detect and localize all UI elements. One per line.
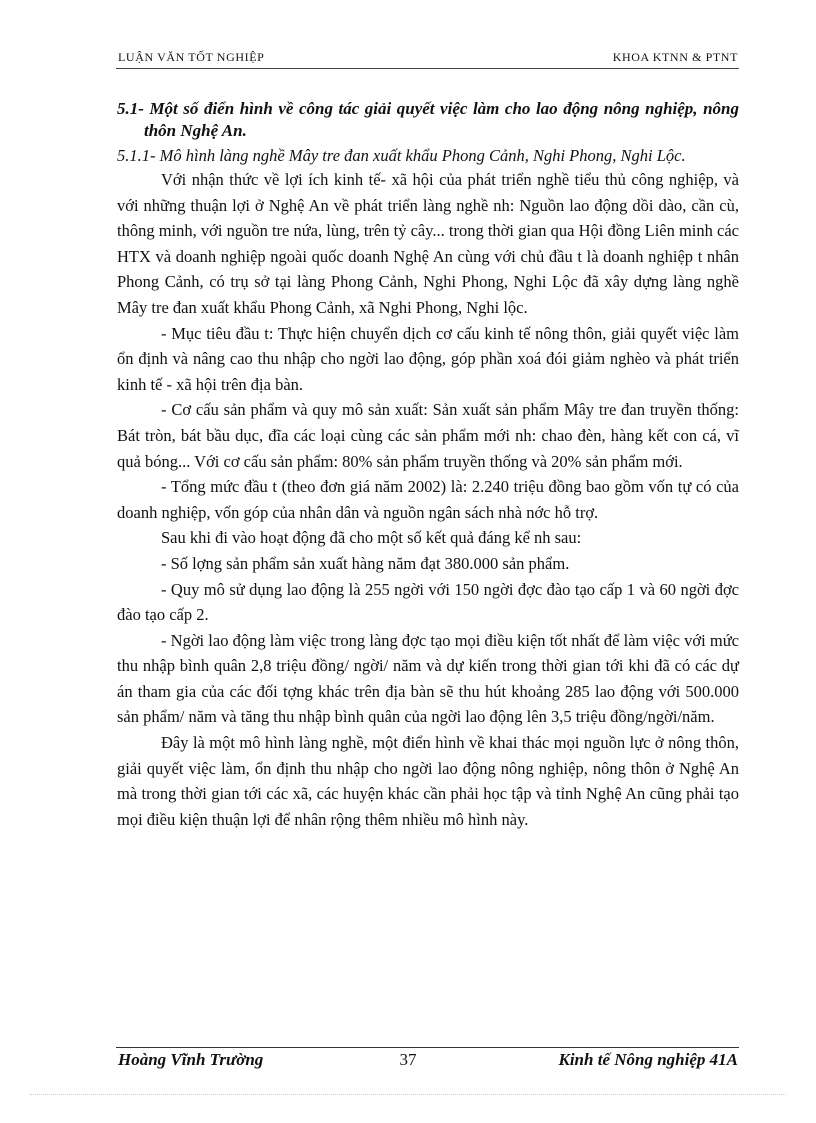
header-left-title: LUẬN VĂN TỐT NGHIỆP: [118, 50, 265, 64]
footer-divider: [116, 1047, 739, 1048]
paragraph-product-structure: - Cơ cấu sản phẩm và quy mô sản xuất: Sản xuất sản phẩm Mây tre đan truyền thống: Bát tròn, bát bầu dục, đĩa các loại cùng các sản phẩm mới nh: chao đèn, hàng kết con cá, vĩ quả bóng... Với cơ cấu sản phẩm: 80% sản phẩm truyền thống và 20% sản phẩm mới.: [117, 400, 739, 471]
header-right-title: KHOA KTNN & PTNT: [612, 50, 738, 64]
paragraph-investment-goal: - Mục tiêu đầu t: Thực hiện chuyển dịch cơ cấu kinh tế nông thôn, giải quyết việc làm ổn định và nâng cao thu nhập cho ngời lao động, góp phần xoá đói giảm nghèo và phát triển kinh tế - xã hội trên địa bàn.: [117, 323, 739, 394]
paragraph-total-investment: - Tổng mức đầu t (theo đơn giá năm 2002) là: 2.240 triệu đồng bao gồm vốn tự có của doanh nghiệp, vốn góp của nhân dân và nguồn ngân sách nhà nớc hỗ trợ.: [117, 477, 739, 522]
page-number: 37: [399, 1050, 417, 1069]
footer-author: Hoàng Vĩnh Trường: [118, 1050, 264, 1069]
paragraph-results-intro: Sau khi đi vào hoạt động đã cho một số kết quả đáng kể nh sau:: [161, 528, 582, 548]
section-heading: 5.1- Một số điển hình về công tác giải quyết việc làm cho lao động nông nghiệp, nông thôn Nghệ An.: [117, 99, 739, 140]
footer-class: Kinh tế Nông nghiệp 41A: [558, 1050, 738, 1069]
page-content: [117, 98, 739, 832]
page-bottom-dotted-line: [30, 1094, 786, 1095]
paragraph-output: - Số lợng sản phẩm sản xuất hàng năm đạt 380.000 sản phẩm.: [161, 553, 570, 573]
paragraph-labor-scale: - Quy mô sử dụng lao động là 255 ngời với 150 ngời đợc đào tạo cấp 1 và 60 ngời đợc đào tạo cấp 2.: [117, 579, 739, 625]
paragraph-intro: Với nhận thức về lợi ích kinh tế- xã hội của phát triển nghề tiểu thủ công nghiệp, và với những thuận lợi ở Nghệ An về phát triển làng nghề nh: Nguồn lao động dồi dào, cần cù, thông minh, với nguồn tre nứa, lùng, trên tỷ cây... trong thời gian qua Hội đồng Liên minh các HTX và doanh nghiệp ngoài quốc doanh Nghệ An cùng với chủ đầu t là doanh nghiệp t nhân Phong Cảnh, có trụ sở tại làng Phong Cảnh, Nghi Phong, Nghi Lộc đã xây dựng làng nghề Mây tre đan xuất khẩu Phong Cảnh, xã Nghi Phong, Nghi lộc.: [117, 170, 739, 317]
paragraph-conclusion: Đây là một mô hình làng nghề, một điển hình về khai thác mọi nguồn lực ở nông thôn, giải quyết việc làm, ổn định thu nhập cho ngời lao động nông nghiệp, nông thôn ở Nghệ An mà trong thời gian tới các xã, các huyện khác cần phải học tập và tỉnh Nghệ An cũng phải tạo mọi điều kiện thuận lợi để nhân rộng thêm nhiều mô hình này.: [117, 733, 739, 829]
header-divider: [116, 68, 739, 69]
paragraph-worker-income: - Ngời lao động làm việc trong làng đợc tạo mọi điều kiện tốt nhất để làm việc với mức thu nhập bình quân 2,8 triệu đồng/ ngời/ năm và dự kiến trong thời gian tới khi đã có các dự án tham gia của các đối tợng khác trên địa bàn sẽ thu hút khoảng 285 lao động với 500.000 sản phẩm/ năm và tăng thu nhập bình quân của ngời lao động lên 3,5 triệu đồng/ngời/năm.: [117, 630, 739, 727]
subsection-heading: 5.1.1- Mô hình làng nghề Mây tre đan xuất khẩu Phong Cảnh, Nghi Phong, Nghi Lộc.: [117, 146, 686, 165]
